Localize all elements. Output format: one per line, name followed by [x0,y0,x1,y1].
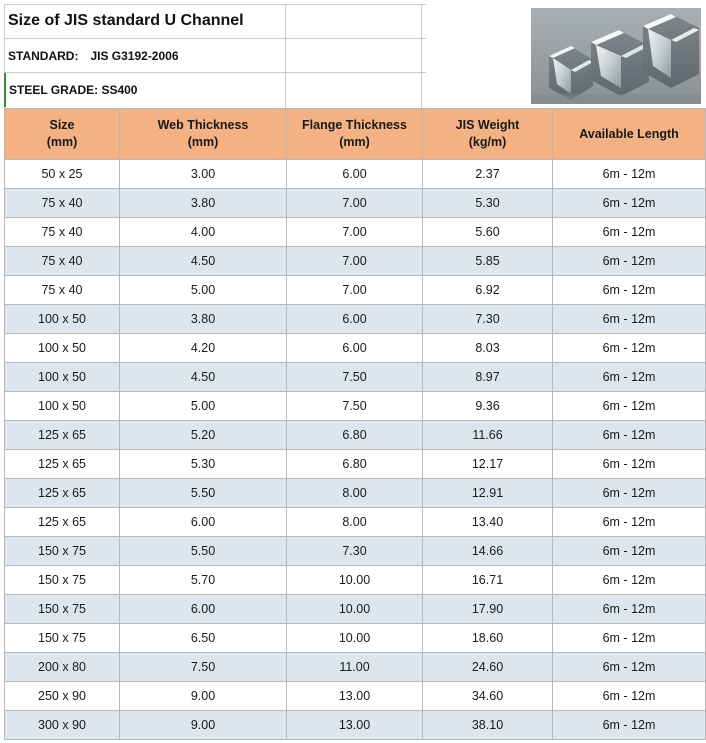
table-cell: 150 x 75 [5,595,120,624]
table-cell: 3.80 [120,305,287,334]
table-row [5,682,706,711]
table-cell: 6m - 12m [553,276,706,305]
table-cell: 50 x 25 [5,160,120,189]
table-cell: 6.00 [120,508,287,537]
steel-grade-text: STEEL GRADE: SS400 [9,83,138,97]
table-row [5,218,706,247]
column-header-label: Web Thickness [157,118,249,132]
table-cell: 75 x 40 [5,218,120,247]
page-title [4,4,285,38]
table-row [5,537,706,566]
table-cell: 150 x 75 [5,537,120,566]
table-cell: 38.10 [423,711,553,740]
table-cell: 5.85 [423,247,553,276]
table-row [5,160,706,189]
standard-value: JIS G3192-2006 [90,48,179,63]
table-cell: 7.50 [287,363,423,392]
table-cell: 8.00 [287,508,423,537]
table-row [5,189,706,218]
table-row [5,334,706,363]
table-cell: 6m - 12m [553,363,706,392]
u-channel-size-table [4,108,706,740]
column-header-label: JIS Weight [455,118,520,132]
table-cell: 7.30 [423,305,553,334]
table-row [5,421,706,450]
table-cell: 13.00 [287,682,423,711]
table-cell: 12.91 [423,479,553,508]
table-cell: 6m - 12m [553,189,706,218]
table-cell: 5.60 [423,218,553,247]
table-cell: 7.50 [287,392,423,421]
table-cell: 6m - 12m [553,711,706,740]
table-cell: 34.60 [423,682,553,711]
table-cell: 6m - 12m [553,566,706,595]
grid-line [285,4,286,108]
table-row [5,247,706,276]
table-cell: 6m - 12m [553,653,706,682]
column-header-label: Flange Thickness [302,118,407,132]
table-cell: 5.00 [120,392,287,421]
standard-label: STANDARD: [8,48,79,63]
table-cell: 100 x 50 [5,305,120,334]
table-row [5,624,706,653]
table-cell: 6.50 [120,624,287,653]
table-cell: 300 x 90 [5,711,120,740]
table-row [5,479,706,508]
table-row [5,653,706,682]
table-cell: 100 x 50 [5,363,120,392]
u-channel-steel-icon [531,8,701,104]
table-cell: 125 x 65 [5,479,120,508]
table-cell: 11.66 [423,421,553,450]
table-cell: 6.80 [287,421,423,450]
table-cell: 8.97 [423,363,553,392]
table-cell: 6.00 [287,334,423,363]
table-cell: 13.00 [287,711,423,740]
column-header-unit: (mm) [187,135,219,149]
u-channel-photo [531,8,701,104]
column-header-unit: (mm) [339,135,370,149]
table-cell: 7.00 [287,189,423,218]
table-header-row [5,109,706,160]
table-cell: 75 x 40 [5,276,120,305]
table-cell: 6m - 12m [553,392,706,421]
column-header [553,109,706,160]
table-cell: 3.00 [120,160,287,189]
table-row [5,450,706,479]
table-cell: 8.00 [287,479,423,508]
table-row [5,595,706,624]
table-cell: 5.30 [423,189,553,218]
table-row [5,276,706,305]
table-cell: 24.60 [423,653,553,682]
table-cell: 150 x 75 [5,624,120,653]
table-cell: 10.00 [287,566,423,595]
table-cell: 5.00 [120,276,287,305]
column-header-label: Size [49,118,75,132]
table-cell: 6m - 12m [553,624,706,653]
table-cell: 7.00 [287,276,423,305]
table-cell: 5.50 [120,479,287,508]
table-cell: 8.03 [423,334,553,363]
table-cell: 6.80 [287,450,423,479]
grid-line [421,4,422,108]
table-cell: 6m - 12m [553,682,706,711]
table-cell: 16.71 [423,566,553,595]
column-header [120,109,287,160]
table-cell: 6.00 [287,305,423,334]
table-cell: 125 x 65 [5,450,120,479]
table-cell: 5.50 [120,537,287,566]
table-cell: 7.00 [287,218,423,247]
column-header-unit: (kg/m) [468,135,507,149]
table-cell: 9.00 [120,682,287,711]
table-cell: 150 x 75 [5,566,120,595]
table-cell: 6.00 [120,595,287,624]
table-cell: 5.30 [120,450,287,479]
column-header-label: Available Length [579,126,679,141]
table-cell: 6m - 12m [553,218,706,247]
table-cell: 100 x 50 [5,334,120,363]
table-cell: 13.40 [423,508,553,537]
table-cell: 75 x 40 [5,247,120,276]
table-row [5,305,706,334]
table-cell: 6m - 12m [553,450,706,479]
table-row [5,711,706,740]
table-cell: 7.00 [287,247,423,276]
table-row [5,363,706,392]
table-cell: 6m - 12m [553,247,706,276]
table-cell: 6m - 12m [553,537,706,566]
column-header-unit: (mm) [46,135,78,149]
table-cell: 4.50 [120,363,287,392]
table-cell: 7.30 [287,537,423,566]
table-cell: 4.00 [120,218,287,247]
table-row [5,392,706,421]
table-cell: 6m - 12m [553,305,706,334]
table-cell: 12.17 [423,450,553,479]
table-cell: 3.80 [120,189,287,218]
table-cell: 125 x 65 [5,508,120,537]
table-cell: 2.37 [423,160,553,189]
table-cell: 200 x 80 [5,653,120,682]
table-cell: 10.00 [287,624,423,653]
table-body [5,160,706,740]
table-cell: 7.50 [120,653,287,682]
column-header [287,109,423,160]
table-cell: 9.00 [120,711,287,740]
table-cell: 4.20 [120,334,287,363]
table-cell: 6m - 12m [553,334,706,363]
standard-row [4,39,285,72]
table-cell: 14.66 [423,537,553,566]
table-cell: 6m - 12m [553,595,706,624]
table-cell: 9.36 [423,392,553,421]
table-cell: 17.90 [423,595,553,624]
column-header [423,109,553,160]
table-row [5,566,706,595]
table-cell: 5.70 [120,566,287,595]
table-cell: 18.60 [423,624,553,653]
table-cell: 6.00 [287,160,423,189]
table-cell: 125 x 65 [5,421,120,450]
column-header [5,109,120,160]
table-cell: 75 x 40 [5,189,120,218]
title-text: Size of JIS standard U Channel [8,12,244,29]
table-row [5,508,706,537]
table-cell: 5.20 [120,421,287,450]
table-cell: 6m - 12m [553,508,706,537]
table-cell: 10.00 [287,595,423,624]
table-cell: 11.00 [287,653,423,682]
table-cell: 4.50 [120,247,287,276]
table-cell: 6m - 12m [553,421,706,450]
table-cell: 6m - 12m [553,160,706,189]
table-cell: 250 x 90 [5,682,120,711]
table-cell: 100 x 50 [5,392,120,421]
steel-grade-row [4,73,285,107]
table-cell: 6m - 12m [553,479,706,508]
table-cell: 6.92 [423,276,553,305]
